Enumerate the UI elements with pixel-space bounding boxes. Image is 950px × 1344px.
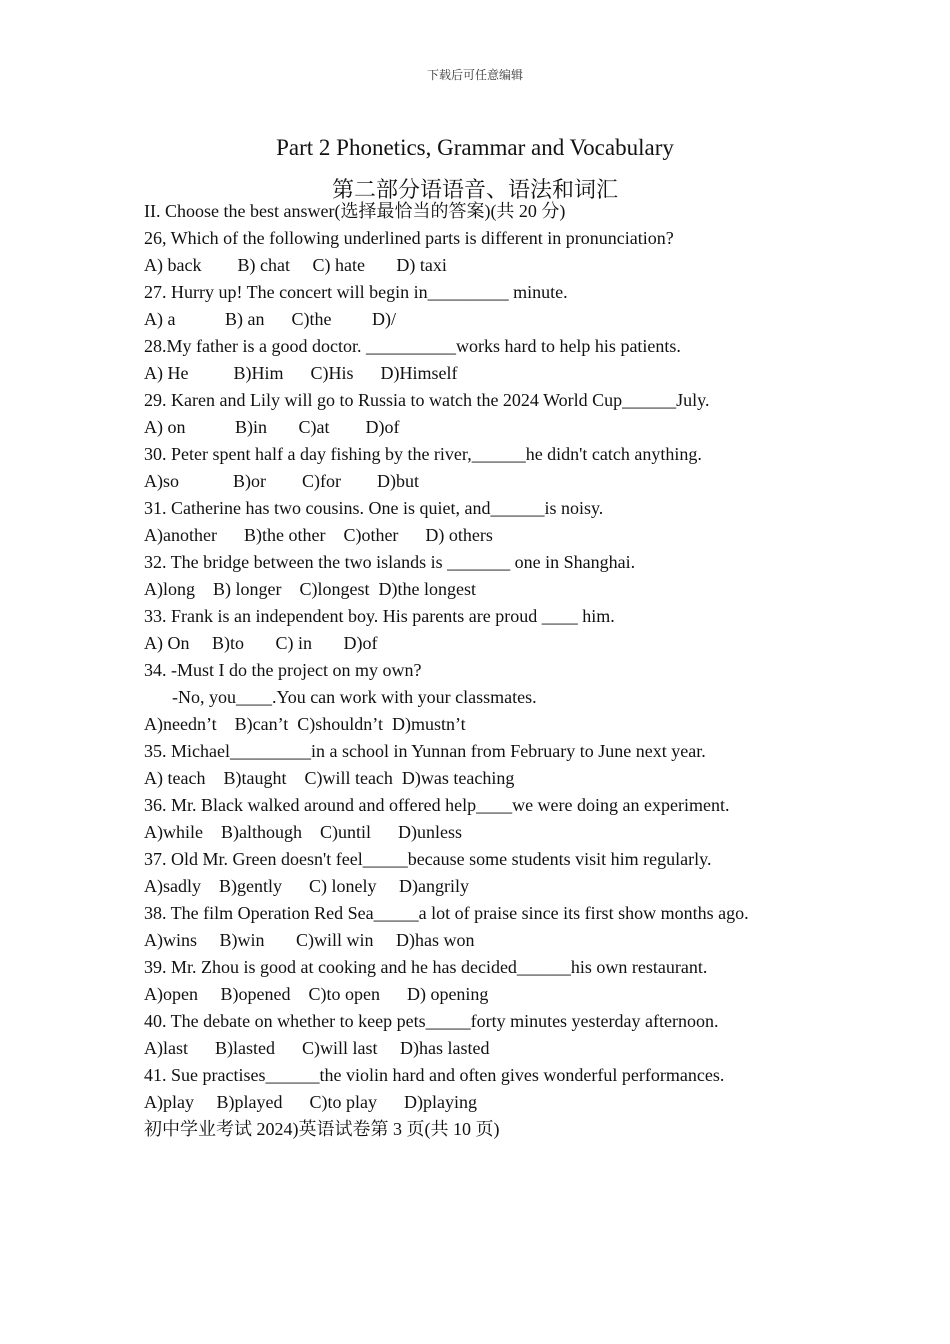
question-38-options: A)wins B)win C)will win D)has won bbox=[144, 930, 475, 950]
question-38-stem: 38. The film Operation Red Sea_____a lot of praise since its first show months ago. bbox=[144, 903, 749, 923]
header-note: 下载后可任意编辑 bbox=[426, 68, 523, 82]
question-28-options: A) He B)Him C)His D)Himself bbox=[144, 363, 458, 383]
question-26-options: A) back B) chat C) hate D) taxi bbox=[144, 255, 447, 275]
question-39-stem: 39. Mr. Zhou is good at cooking and he has decided______his own restaurant. bbox=[144, 957, 708, 977]
question-35-options: A) teach B)taught C)will teach D)was teaching bbox=[144, 768, 515, 788]
question-41-options: A)play B)played C)to play D)playing bbox=[144, 1092, 477, 1112]
question-35-stem: 35. Michael_________in a school in Yunnan from February to June next year. bbox=[144, 741, 706, 761]
question-27-options: A) a B) an C)the D)/ bbox=[144, 309, 396, 329]
question-32-options: A)long B) longer C)longest D)the longest bbox=[144, 579, 476, 599]
question-27-stem: 27. Hurry up! The concert will begin in_________ minute. bbox=[144, 282, 568, 302]
question-33-stem: 33. Frank is an independent boy. His parents are proud ____ him. bbox=[144, 606, 615, 626]
question-36-stem: 36. Mr. Black walked around and offered help____we were doing an experiment. bbox=[144, 795, 730, 815]
question-39-options: A)open B)opened C)to open D) opening bbox=[144, 984, 489, 1004]
question-31-stem: 31. Catherine has two cousins. One is quiet, and______is noisy. bbox=[144, 498, 604, 518]
question-34-stem-reply: -No, you____.You can work with your classmates. bbox=[172, 687, 537, 707]
question-30-options: A)so B)or C)for D)but bbox=[144, 471, 419, 491]
question-32-stem: 32. The bridge between the two islands is _______ one in Shanghai. bbox=[144, 552, 636, 572]
question-30-stem: 30. Peter spent half a day fishing by the river,______he didn't catch anything. bbox=[144, 444, 702, 464]
page-title-chinese: 第二部分语语音、语法和词汇 bbox=[331, 177, 618, 202]
question-31-options: A)another B)the other C)other D) others bbox=[144, 525, 493, 545]
question-33-options: A) On B)to C) in D)of bbox=[144, 633, 378, 653]
question-list bbox=[144, 198, 844, 1143]
question-40-options: A)last B)lasted C)will last D)has lasted bbox=[144, 1038, 490, 1058]
page-title: Part 2 Phonetics, Grammar and Vocabulary bbox=[276, 135, 674, 160]
question-26-stem: 26, Which of the following underlined parts is different in pronunciation? bbox=[144, 228, 674, 248]
question-34-options: A)needn’t B)can’t C)shouldn’t D)mustn’t bbox=[144, 714, 466, 734]
page-footer: 初中学业考试 2024)英语试卷第 3 页(共 10 页) bbox=[144, 1119, 500, 1139]
question-37-options: A)sadly B)gently C) lonely D)angrily bbox=[144, 876, 469, 896]
question-28-stem: 28.My father is a good doctor. __________works hard to help his patients. bbox=[144, 336, 681, 356]
question-37-stem: 37. Old Mr. Green doesn't feel_____because some students visit him regularly. bbox=[144, 849, 712, 869]
question-29-options: A) on B)in C)at D)of bbox=[144, 417, 400, 437]
question-29-stem: 29. Karen and Lily will go to Russia to watch the 2024 World Cup______July. bbox=[144, 390, 710, 410]
question-36-options: A)while B)although C)until D)unless bbox=[144, 822, 462, 842]
question-41-stem: 41. Sue practises______the violin hard and often gives wonderful performances. bbox=[144, 1065, 725, 1085]
question-40-stem: 40. The debate on whether to keep pets_____forty minutes yesterday afternoon. bbox=[144, 1011, 719, 1031]
section-instruction: II. Choose the best answer(选择最恰当的答案)(共 20 分) bbox=[144, 201, 566, 221]
question-34-stem: 34. -Must I do the project on my own? bbox=[144, 660, 422, 680]
